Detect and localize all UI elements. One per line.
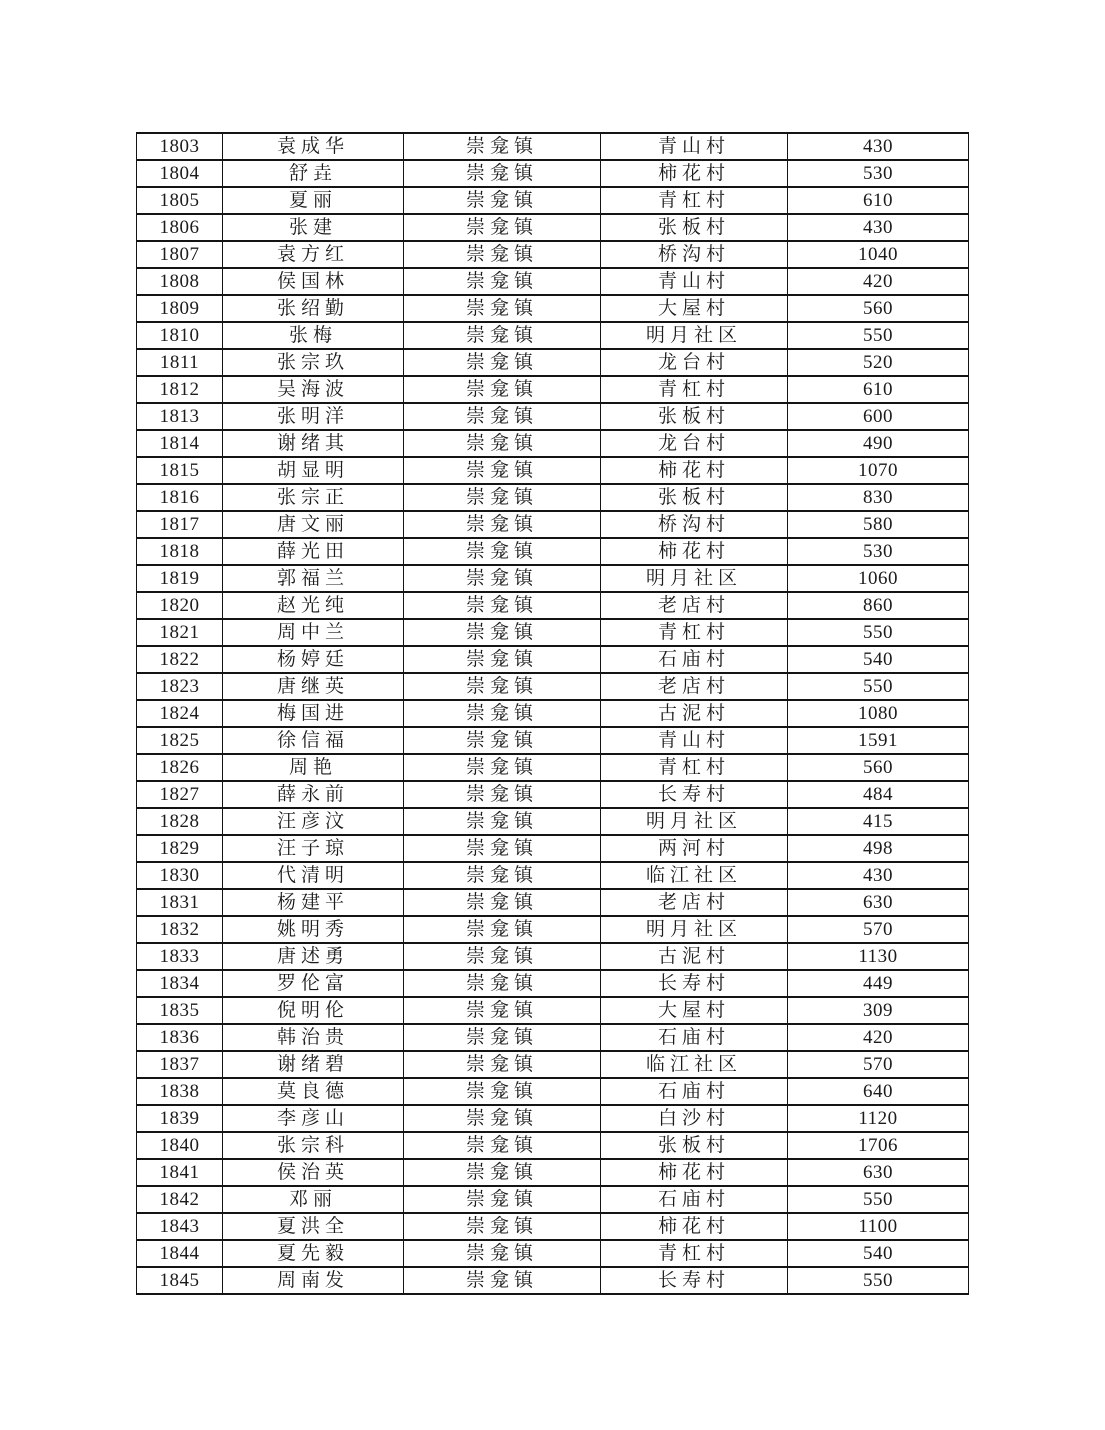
cell-person-name: 舒垚: [223, 160, 404, 187]
cell-serial-number: 1830: [137, 862, 223, 889]
cell-village: 青山村: [601, 133, 788, 160]
cell-serial-number: 1838: [137, 1078, 223, 1105]
cell-village: 青杠村: [601, 376, 788, 403]
cell-person-name: 梅国进: [223, 700, 404, 727]
cell-person-name: 郭福兰: [223, 565, 404, 592]
cell-serial-number: 1811: [137, 349, 223, 376]
cell-village: 古泥村: [601, 700, 788, 727]
cell-serial-number: 1831: [137, 889, 223, 916]
cell-village: 张板村: [601, 214, 788, 241]
table-row: [137, 1105, 969, 1132]
table-row: [137, 862, 969, 889]
cell-serial-number: 1816: [137, 484, 223, 511]
cell-amount: 550: [788, 673, 969, 700]
cell-amount: 830: [788, 484, 969, 511]
cell-amount: 640: [788, 1078, 969, 1105]
cell-serial-number: 1820: [137, 592, 223, 619]
cell-person-name: 莫良德: [223, 1078, 404, 1105]
cell-village: 石庙村: [601, 1024, 788, 1051]
table-row: [137, 754, 969, 781]
cell-person-name: 汪彦汶: [223, 808, 404, 835]
table-row: [137, 673, 969, 700]
cell-serial-number: 1837: [137, 1051, 223, 1078]
cell-serial-number: 1814: [137, 430, 223, 457]
cell-town: 崇龛镇: [404, 430, 601, 457]
table-row: [137, 403, 969, 430]
cell-amount: 610: [788, 376, 969, 403]
cell-town: 崇龛镇: [404, 133, 601, 160]
cell-serial-number: 1829: [137, 835, 223, 862]
table-body: [137, 133, 969, 1294]
table-row: [137, 781, 969, 808]
cell-town: 崇龛镇: [404, 538, 601, 565]
cell-serial-number: 1812: [137, 376, 223, 403]
cell-person-name: 张宗玖: [223, 349, 404, 376]
table-row: [137, 1267, 969, 1294]
cell-town: 崇龛镇: [404, 565, 601, 592]
table-row: [137, 592, 969, 619]
cell-person-name: 杨建平: [223, 889, 404, 916]
cell-amount: 1100: [788, 1213, 969, 1240]
cell-amount: 309: [788, 997, 969, 1024]
table-row: [137, 808, 969, 835]
cell-person-name: 胡显明: [223, 457, 404, 484]
table-row: [137, 565, 969, 592]
cell-town: 崇龛镇: [404, 835, 601, 862]
cell-village: 老店村: [601, 889, 788, 916]
cell-serial-number: 1804: [137, 160, 223, 187]
cell-village: 石庙村: [601, 1186, 788, 1213]
cell-person-name: 周南发: [223, 1267, 404, 1294]
cell-village: 青山村: [601, 727, 788, 754]
table-row: [137, 1078, 969, 1105]
cell-village: 柿花村: [601, 1213, 788, 1240]
cell-town: 崇龛镇: [404, 484, 601, 511]
cell-town: 崇龛镇: [404, 322, 601, 349]
cell-town: 崇龛镇: [404, 700, 601, 727]
cell-amount: 550: [788, 1267, 969, 1294]
cell-person-name: 姚明秀: [223, 916, 404, 943]
table-row: [137, 484, 969, 511]
cell-serial-number: 1839: [137, 1105, 223, 1132]
table-row: [137, 349, 969, 376]
cell-amount: 520: [788, 349, 969, 376]
cell-town: 崇龛镇: [404, 1105, 601, 1132]
cell-person-name: 汪子琼: [223, 835, 404, 862]
cell-town: 崇龛镇: [404, 160, 601, 187]
cell-amount: 1120: [788, 1105, 969, 1132]
cell-town: 崇龛镇: [404, 1132, 601, 1159]
table-row: [137, 376, 969, 403]
cell-serial-number: 1822: [137, 646, 223, 673]
cell-amount: 550: [788, 322, 969, 349]
cell-person-name: 谢绪其: [223, 430, 404, 457]
cell-town: 崇龛镇: [404, 997, 601, 1024]
cell-amount: 430: [788, 862, 969, 889]
cell-person-name: 韩治贵: [223, 1024, 404, 1051]
cell-village: 老店村: [601, 673, 788, 700]
cell-village: 桥沟村: [601, 241, 788, 268]
cell-person-name: 夏先毅: [223, 1240, 404, 1267]
cell-amount: 550: [788, 619, 969, 646]
cell-amount: 550: [788, 1186, 969, 1213]
cell-serial-number: 1844: [137, 1240, 223, 1267]
cell-town: 崇龛镇: [404, 1159, 601, 1186]
cell-village: 青杠村: [601, 619, 788, 646]
cell-serial-number: 1825: [137, 727, 223, 754]
table-row: [137, 727, 969, 754]
table-row: [137, 1159, 969, 1186]
cell-town: 崇龛镇: [404, 511, 601, 538]
cell-village: 青山村: [601, 268, 788, 295]
cell-village: 龙台村: [601, 349, 788, 376]
cell-village: 青杠村: [601, 187, 788, 214]
cell-serial-number: 1821: [137, 619, 223, 646]
cell-amount: 1706: [788, 1132, 969, 1159]
cell-serial-number: 1840: [137, 1132, 223, 1159]
cell-village: 张板村: [601, 484, 788, 511]
cell-village: 两河村: [601, 835, 788, 862]
cell-town: 崇龛镇: [404, 1213, 601, 1240]
cell-town: 崇龛镇: [404, 241, 601, 268]
cell-amount: 630: [788, 1159, 969, 1186]
cell-amount: 1130: [788, 943, 969, 970]
cell-town: 崇龛镇: [404, 1267, 601, 1294]
cell-amount: 1060: [788, 565, 969, 592]
table-row: [137, 997, 969, 1024]
cell-person-name: 张宗正: [223, 484, 404, 511]
table-row: [137, 322, 969, 349]
cell-village: 桥沟村: [601, 511, 788, 538]
cell-amount: 498: [788, 835, 969, 862]
table-row: [137, 1186, 969, 1213]
cell-town: 崇龛镇: [404, 268, 601, 295]
table-row: [137, 214, 969, 241]
cell-person-name: 唐述勇: [223, 943, 404, 970]
cell-amount: 570: [788, 1051, 969, 1078]
cell-amount: 1040: [788, 241, 969, 268]
cell-serial-number: 1813: [137, 403, 223, 430]
cell-serial-number: 1834: [137, 970, 223, 997]
cell-village: 龙台村: [601, 430, 788, 457]
cell-town: 崇龛镇: [404, 727, 601, 754]
cell-town: 崇龛镇: [404, 781, 601, 808]
roster-table: [136, 132, 969, 1295]
cell-amount: 449: [788, 970, 969, 997]
cell-amount: 1591: [788, 727, 969, 754]
cell-amount: 415: [788, 808, 969, 835]
cell-town: 崇龛镇: [404, 1051, 601, 1078]
cell-serial-number: 1828: [137, 808, 223, 835]
cell-serial-number: 1827: [137, 781, 223, 808]
cell-town: 崇龛镇: [404, 619, 601, 646]
cell-amount: 490: [788, 430, 969, 457]
cell-village: 柿花村: [601, 457, 788, 484]
cell-serial-number: 1824: [137, 700, 223, 727]
cell-serial-number: 1832: [137, 916, 223, 943]
cell-serial-number: 1809: [137, 295, 223, 322]
cell-village: 临江社区: [601, 1051, 788, 1078]
cell-amount: 420: [788, 268, 969, 295]
cell-amount: 540: [788, 646, 969, 673]
table-row: [137, 1132, 969, 1159]
cell-village: 长寿村: [601, 970, 788, 997]
cell-person-name: 唐文丽: [223, 511, 404, 538]
table-row: [137, 619, 969, 646]
cell-village: 临江社区: [601, 862, 788, 889]
cell-serial-number: 1810: [137, 322, 223, 349]
cell-town: 崇龛镇: [404, 376, 601, 403]
cell-person-name: 李彦山: [223, 1105, 404, 1132]
cell-village: 明月社区: [601, 808, 788, 835]
cell-person-name: 薛光田: [223, 538, 404, 565]
table-row: [137, 430, 969, 457]
cell-village: 张板村: [601, 1132, 788, 1159]
cell-person-name: 杨婷廷: [223, 646, 404, 673]
cell-person-name: 袁成华: [223, 133, 404, 160]
cell-person-name: 侯国林: [223, 268, 404, 295]
cell-amount: 580: [788, 511, 969, 538]
cell-person-name: 张明洋: [223, 403, 404, 430]
cell-village: 老店村: [601, 592, 788, 619]
table-row: [137, 943, 969, 970]
cell-serial-number: 1836: [137, 1024, 223, 1051]
cell-serial-number: 1823: [137, 673, 223, 700]
table-row: [137, 268, 969, 295]
cell-serial-number: 1815: [137, 457, 223, 484]
cell-serial-number: 1807: [137, 241, 223, 268]
cell-serial-number: 1805: [137, 187, 223, 214]
table-row: [137, 187, 969, 214]
cell-person-name: 夏洪全: [223, 1213, 404, 1240]
cell-serial-number: 1841: [137, 1159, 223, 1186]
table-row: [137, 646, 969, 673]
cell-village: 白沙村: [601, 1105, 788, 1132]
cell-person-name: 周艳: [223, 754, 404, 781]
cell-town: 崇龛镇: [404, 1024, 601, 1051]
table-row: [137, 538, 969, 565]
cell-serial-number: 1818: [137, 538, 223, 565]
cell-person-name: 夏丽: [223, 187, 404, 214]
cell-town: 崇龛镇: [404, 187, 601, 214]
cell-person-name: 徐信福: [223, 727, 404, 754]
cell-person-name: 薛永前: [223, 781, 404, 808]
cell-person-name: 侯治英: [223, 1159, 404, 1186]
cell-town: 崇龛镇: [404, 214, 601, 241]
cell-village: 柿花村: [601, 538, 788, 565]
cell-village: 明月社区: [601, 322, 788, 349]
cell-amount: 420: [788, 1024, 969, 1051]
cell-town: 崇龛镇: [404, 916, 601, 943]
cell-village: 古泥村: [601, 943, 788, 970]
cell-serial-number: 1817: [137, 511, 223, 538]
table-row: [137, 457, 969, 484]
cell-village: 长寿村: [601, 781, 788, 808]
cell-person-name: 赵光纯: [223, 592, 404, 619]
cell-town: 崇龛镇: [404, 1240, 601, 1267]
cell-town: 崇龛镇: [404, 673, 601, 700]
cell-serial-number: 1826: [137, 754, 223, 781]
cell-amount: 610: [788, 187, 969, 214]
cell-town: 崇龛镇: [404, 349, 601, 376]
cell-serial-number: 1833: [137, 943, 223, 970]
cell-amount: 560: [788, 295, 969, 322]
cell-person-name: 谢绪碧: [223, 1051, 404, 1078]
cell-person-name: 张绍勤: [223, 295, 404, 322]
cell-amount: 430: [788, 214, 969, 241]
table-row: [137, 241, 969, 268]
cell-village: 青杠村: [601, 1240, 788, 1267]
cell-amount: 540: [788, 1240, 969, 1267]
cell-serial-number: 1845: [137, 1267, 223, 1294]
table-row: [137, 160, 969, 187]
table-row: [137, 133, 969, 160]
cell-town: 崇龛镇: [404, 592, 601, 619]
cell-amount: 560: [788, 754, 969, 781]
cell-amount: 430: [788, 133, 969, 160]
cell-serial-number: 1808: [137, 268, 223, 295]
cell-town: 崇龛镇: [404, 646, 601, 673]
cell-village: 石庙村: [601, 646, 788, 673]
cell-town: 崇龛镇: [404, 1078, 601, 1105]
cell-town: 崇龛镇: [404, 295, 601, 322]
cell-serial-number: 1835: [137, 997, 223, 1024]
cell-town: 崇龛镇: [404, 403, 601, 430]
cell-town: 崇龛镇: [404, 457, 601, 484]
cell-village: 石庙村: [601, 1078, 788, 1105]
cell-person-name: 罗伦富: [223, 970, 404, 997]
cell-serial-number: 1803: [137, 133, 223, 160]
cell-town: 崇龛镇: [404, 808, 601, 835]
table-row: [137, 889, 969, 916]
cell-amount: 530: [788, 160, 969, 187]
table-row: [137, 700, 969, 727]
cell-town: 崇龛镇: [404, 1186, 601, 1213]
table-row: [137, 835, 969, 862]
cell-amount: 1080: [788, 700, 969, 727]
table-row: [137, 295, 969, 322]
cell-person-name: 唐继英: [223, 673, 404, 700]
table-row: [137, 1240, 969, 1267]
cell-serial-number: 1843: [137, 1213, 223, 1240]
table-row: [137, 1051, 969, 1078]
cell-village: 大屋村: [601, 997, 788, 1024]
cell-town: 崇龛镇: [404, 754, 601, 781]
cell-person-name: 张宗科: [223, 1132, 404, 1159]
cell-village: 明月社区: [601, 565, 788, 592]
cell-town: 崇龛镇: [404, 862, 601, 889]
table-row: [137, 511, 969, 538]
cell-town: 崇龛镇: [404, 970, 601, 997]
cell-village: 柿花村: [601, 160, 788, 187]
cell-person-name: 倪明伦: [223, 997, 404, 1024]
cell-person-name: 张建: [223, 214, 404, 241]
cell-village: 大屋村: [601, 295, 788, 322]
cell-town: 崇龛镇: [404, 889, 601, 916]
cell-person-name: 吴海波: [223, 376, 404, 403]
cell-person-name: 邓丽: [223, 1186, 404, 1213]
table-row: [137, 1024, 969, 1051]
cell-amount: 484: [788, 781, 969, 808]
cell-person-name: 张梅: [223, 322, 404, 349]
cell-person-name: 袁方红: [223, 241, 404, 268]
table-row: [137, 916, 969, 943]
cell-amount: 860: [788, 592, 969, 619]
cell-person-name: 代清明: [223, 862, 404, 889]
cell-town: 崇龛镇: [404, 943, 601, 970]
cell-village: 明月社区: [601, 916, 788, 943]
table-row: [137, 970, 969, 997]
cell-amount: 630: [788, 889, 969, 916]
cell-serial-number: 1819: [137, 565, 223, 592]
cell-serial-number: 1842: [137, 1186, 223, 1213]
cell-village: 张板村: [601, 403, 788, 430]
cell-amount: 600: [788, 403, 969, 430]
cell-amount: 1070: [788, 457, 969, 484]
cell-village: 长寿村: [601, 1267, 788, 1294]
cell-village: 柿花村: [601, 1159, 788, 1186]
cell-person-name: 周中兰: [223, 619, 404, 646]
cell-village: 青杠村: [601, 754, 788, 781]
table-row: [137, 1213, 969, 1240]
cell-amount: 570: [788, 916, 969, 943]
cell-serial-number: 1806: [137, 214, 223, 241]
cell-amount: 530: [788, 538, 969, 565]
